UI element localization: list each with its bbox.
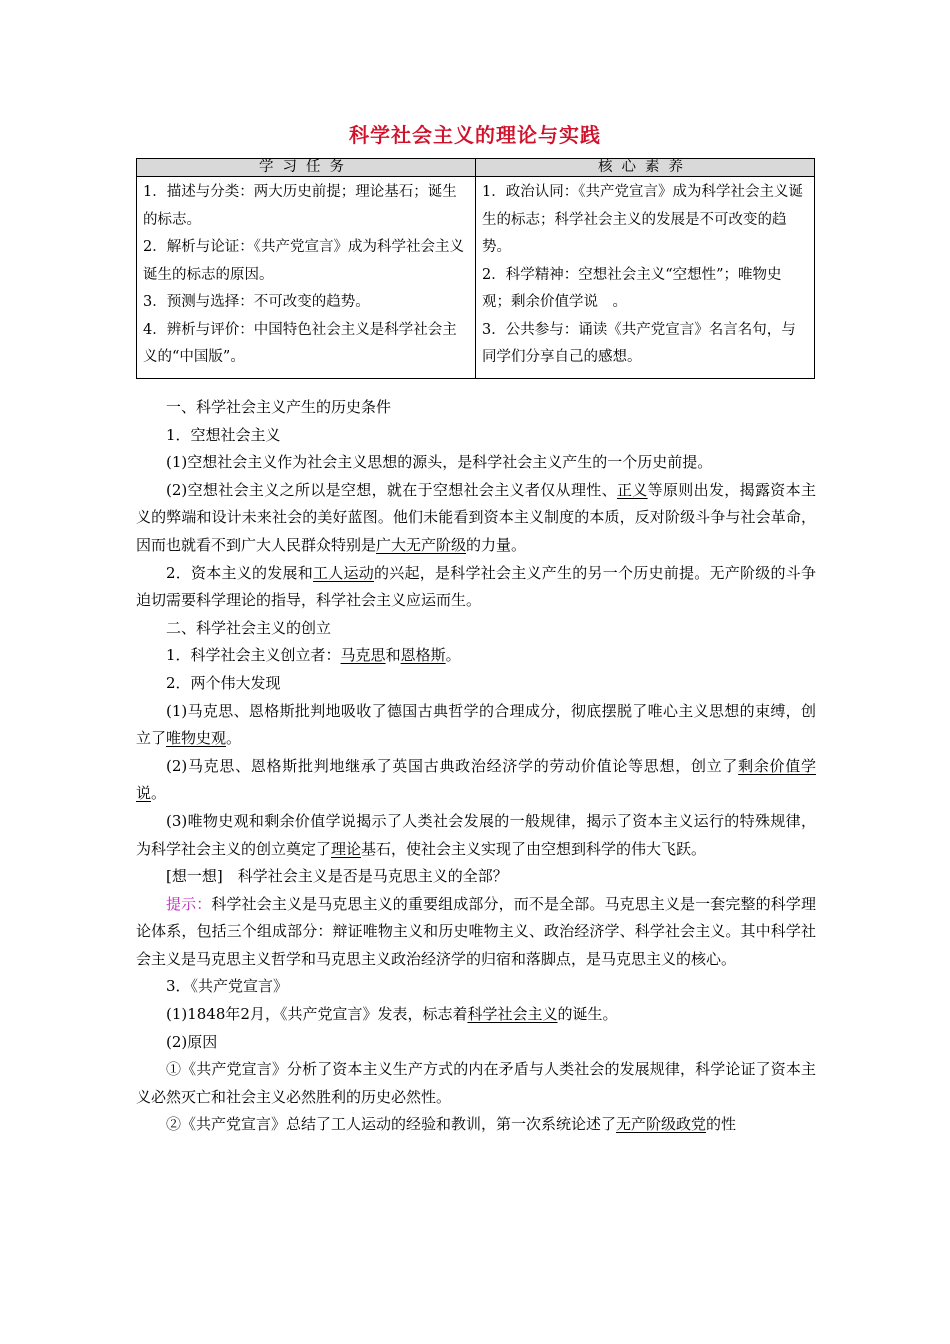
blank-answer: 唯物史观 bbox=[166, 729, 227, 748]
literacy-cell bbox=[476, 177, 815, 379]
paragraph: ②《共产党宣言》总结了工人运动的经验和教训，第一次系统论述了无产阶级政党的性 bbox=[166, 1115, 737, 1134]
blank-answer: 科学社会主义 bbox=[467, 1005, 558, 1024]
learning-goals-table bbox=[136, 158, 815, 379]
blank-answer: 理论 bbox=[331, 839, 362, 858]
paragraph: (2)空想社会主义之所以是空想，就在于空想社会主义者仅从理性、正义等原则出发，揭露资本主义的弊端和设计未来社会的美好蓝图。他们未能看到资本主义制度的本质，反对阶级斗争与社会革命，因而也就看不到广大人民群众特别是广大无产阶级的力量。 bbox=[136, 480, 816, 554]
table-header-literacy: 核心素养 bbox=[476, 159, 815, 177]
paragraph: (2)马克思、恩格斯批判地继承了英国古典政治经济学的劳动价值论等思想，创立了剩余价值学说。 bbox=[136, 756, 816, 803]
body-text bbox=[136, 394, 816, 1139]
section-heading: 二、科学社会主义的创立 bbox=[166, 618, 332, 637]
subheading: 1．空想社会主义 bbox=[166, 425, 281, 444]
section-heading: 一、科学社会主义产生的历史条件 bbox=[166, 398, 392, 416]
subheading: (2)原因 bbox=[166, 1032, 218, 1051]
table-header-tasks: 学习任务 bbox=[137, 159, 476, 177]
paragraph: 2．资本主义的发展和工人运动的兴起，是科学社会主义产生的另一个历史前提。无产阶级的斗争迫切需要科学理论的指导，科学社会主义应运而生。 bbox=[136, 563, 816, 610]
paragraph: (1)空想社会主义作为社会主义思想的源头，是科学社会主义产生的一个历史前提。 bbox=[166, 453, 713, 472]
blank-answer: 马克思 bbox=[340, 646, 386, 665]
tasks-cell bbox=[137, 177, 476, 379]
task-item: 4．辨析与评价：中国特色社会主义是科学社会主义的“中国版”。 bbox=[143, 321, 457, 365]
hint-paragraph: 提示：科学社会主义是马克思主义的重要组成部分，而不是全部。马克思主义是一套完整的科学理论体系，包括三个组成部分：辩证唯物主义和历史唯物主义、政治经济学、科学社会主义。其中科学社会主义是马克思主义哲学和马克思主义政治经济学的归宿和落脚点，是马克思主义的核心。 bbox=[136, 894, 816, 968]
paragraph: (1)马克思、恩格斯批判地吸收了德国古典哲学的合理成分，彻底摆脱了唯心主义思想的束缚，创立了唯物史观。 bbox=[136, 701, 816, 748]
task-item: 1．描述与分类：两大历史前提；理论基石；诞生的标志。 bbox=[143, 184, 457, 228]
paragraph: (3)唯物史观和剩余价值学说揭示了人类社会发展的一般规律，揭示了资本主义运行的特殊规律，为科学社会主义的创立奠定了理论基石，使社会主义实现了由空想到科学的伟大飞跃。 bbox=[136, 811, 816, 858]
blank-answer: 工人运动 bbox=[313, 563, 375, 582]
hint-label: 提示： bbox=[166, 894, 212, 913]
blank-answer: 正义 bbox=[616, 480, 648, 499]
page-title: 科学社会主义的理论与实践 bbox=[349, 123, 601, 147]
blank-answer: 无产阶级政党 bbox=[616, 1115, 707, 1134]
blank-answer: 广大无产阶级 bbox=[376, 535, 467, 554]
paragraph: (1)1848年2月，《共产党宣言》发表，标志着科学社会主义的诞生。 bbox=[166, 1005, 618, 1024]
literacy-item: 2．科学精神：空想社会主义“空想性”；唯物史观；剩余价值学说 。 bbox=[482, 266, 782, 310]
think-question: [想一想] 科学社会主义是否是马克思主义的全部？ bbox=[166, 867, 508, 886]
literacy-item: 1．政治认同：《共产党宣言》成为科学社会主义诞生的标志；科学社会主义的发展是不可改变的趋势。 bbox=[482, 184, 803, 255]
blank-answer: 恩格斯 bbox=[400, 646, 446, 665]
subheading: 2．两个伟大发现 bbox=[166, 673, 281, 692]
task-item: 3．预测与选择：不可改变的趋势。 bbox=[143, 294, 370, 310]
literacy-item: 3．公共参与：诵读《共产党宣言》名言名句，与同学们分享自己的感想。 bbox=[482, 321, 796, 365]
paragraph: ①《共产党宣言》分析了资本主义生产方式的内在矛盾与人类社会的发展规律，科学论证了资本主义必然灭亡和社会主义必然胜利的历史必然性。 bbox=[136, 1060, 816, 1106]
blank-answer: 剩余价值学说 bbox=[136, 756, 816, 803]
subheading: 3．《共产党宣言》 bbox=[166, 977, 289, 996]
task-item: 2．解析与论证：《共产党宣言》成为科学社会主义诞生的标志的原因。 bbox=[143, 239, 464, 283]
paragraph: 1．科学社会主义创立者：马克思和恩格斯。 bbox=[166, 646, 461, 665]
